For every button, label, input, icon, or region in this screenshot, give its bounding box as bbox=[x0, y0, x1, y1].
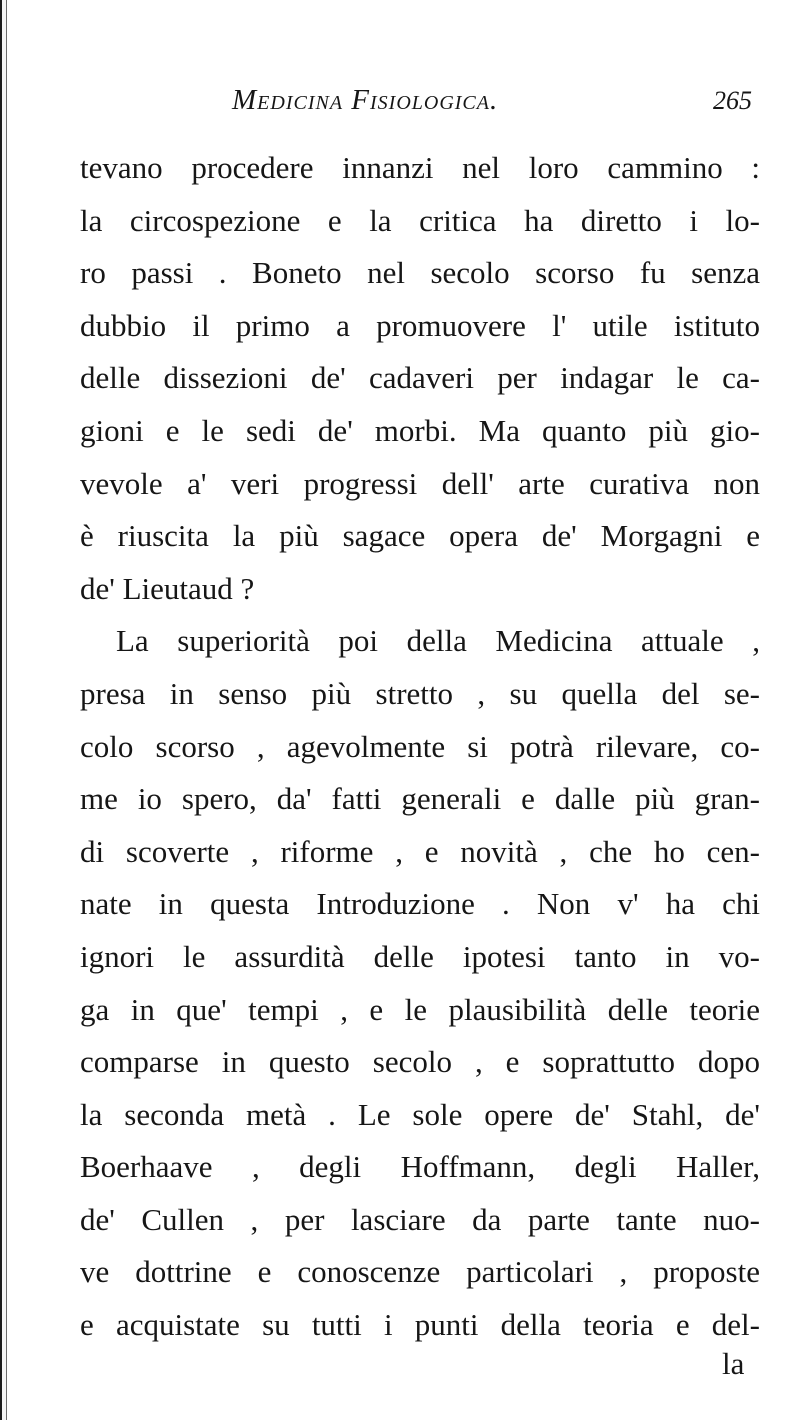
text-line: Boerhaave , degli Hoffmann, degli Haller, bbox=[80, 1149, 760, 1185]
text-line: di scoverte , riforme , e novità , che ho cen- bbox=[80, 833, 760, 869]
catchword: la bbox=[722, 1346, 745, 1381]
running-title: Medicina Fisiologica. bbox=[232, 84, 499, 116]
paragraph-start: La superiorità poi della Medicina attuale , bbox=[116, 623, 760, 659]
text-line: tevano procedere innanzi nel loro cammino : bbox=[80, 150, 760, 185]
text-line: presa in senso più stretto , su quella del se- bbox=[80, 675, 760, 711]
text-line: è riuscita la più sagace opera de' Morgagni e bbox=[80, 518, 760, 554]
text-line: ve dottrine e conoscenze particolari , proposte bbox=[80, 1254, 760, 1290]
text-line: nate in questa Introduzione . Non v' ha chi bbox=[80, 886, 760, 922]
text-line: ignori le assurdità delle ipotesi tanto in vo- bbox=[80, 938, 760, 974]
text-line: vevole a' veri progressi dell' arte curativa non bbox=[80, 465, 760, 501]
text-line: comparse in questo secolo , e soprattutto dopo bbox=[80, 1044, 760, 1080]
text-line: gioni e le sedi de' morbi. Ma quanto più gio- bbox=[80, 412, 760, 448]
running-head bbox=[232, 84, 752, 120]
text-line: la circospezione e la critica ha diretto i lo- bbox=[80, 202, 760, 238]
page-number: 265 bbox=[713, 86, 752, 115]
body-text bbox=[80, 142, 760, 1352]
text-line: la seconda metà . Le sole opere de' Stahl, de' bbox=[80, 1096, 760, 1132]
text-line: dubbio il primo a promuovere l' utile istituto bbox=[80, 307, 760, 343]
text-line: ro passi . Boneto nel secolo scorso fu senza bbox=[80, 255, 760, 291]
text-line: me io spero, da' fatti generali e dalle più gran- bbox=[80, 781, 760, 817]
text-line: colo scorso , agevolmente si potrà rilevare, co- bbox=[80, 728, 760, 764]
text-line: ga in que' tempi , e le plausibilità delle teorie bbox=[80, 991, 760, 1027]
text-line: de' Lieutaud ? bbox=[80, 570, 255, 606]
text-line: delle dissezioni de' cadaveri per indagar le ca- bbox=[80, 360, 760, 396]
text-line: e acquistate su tutti i punti della teoria e del- bbox=[80, 1307, 760, 1343]
text-line: de' Cullen , per lasciare da parte tante nuo- bbox=[80, 1201, 760, 1237]
